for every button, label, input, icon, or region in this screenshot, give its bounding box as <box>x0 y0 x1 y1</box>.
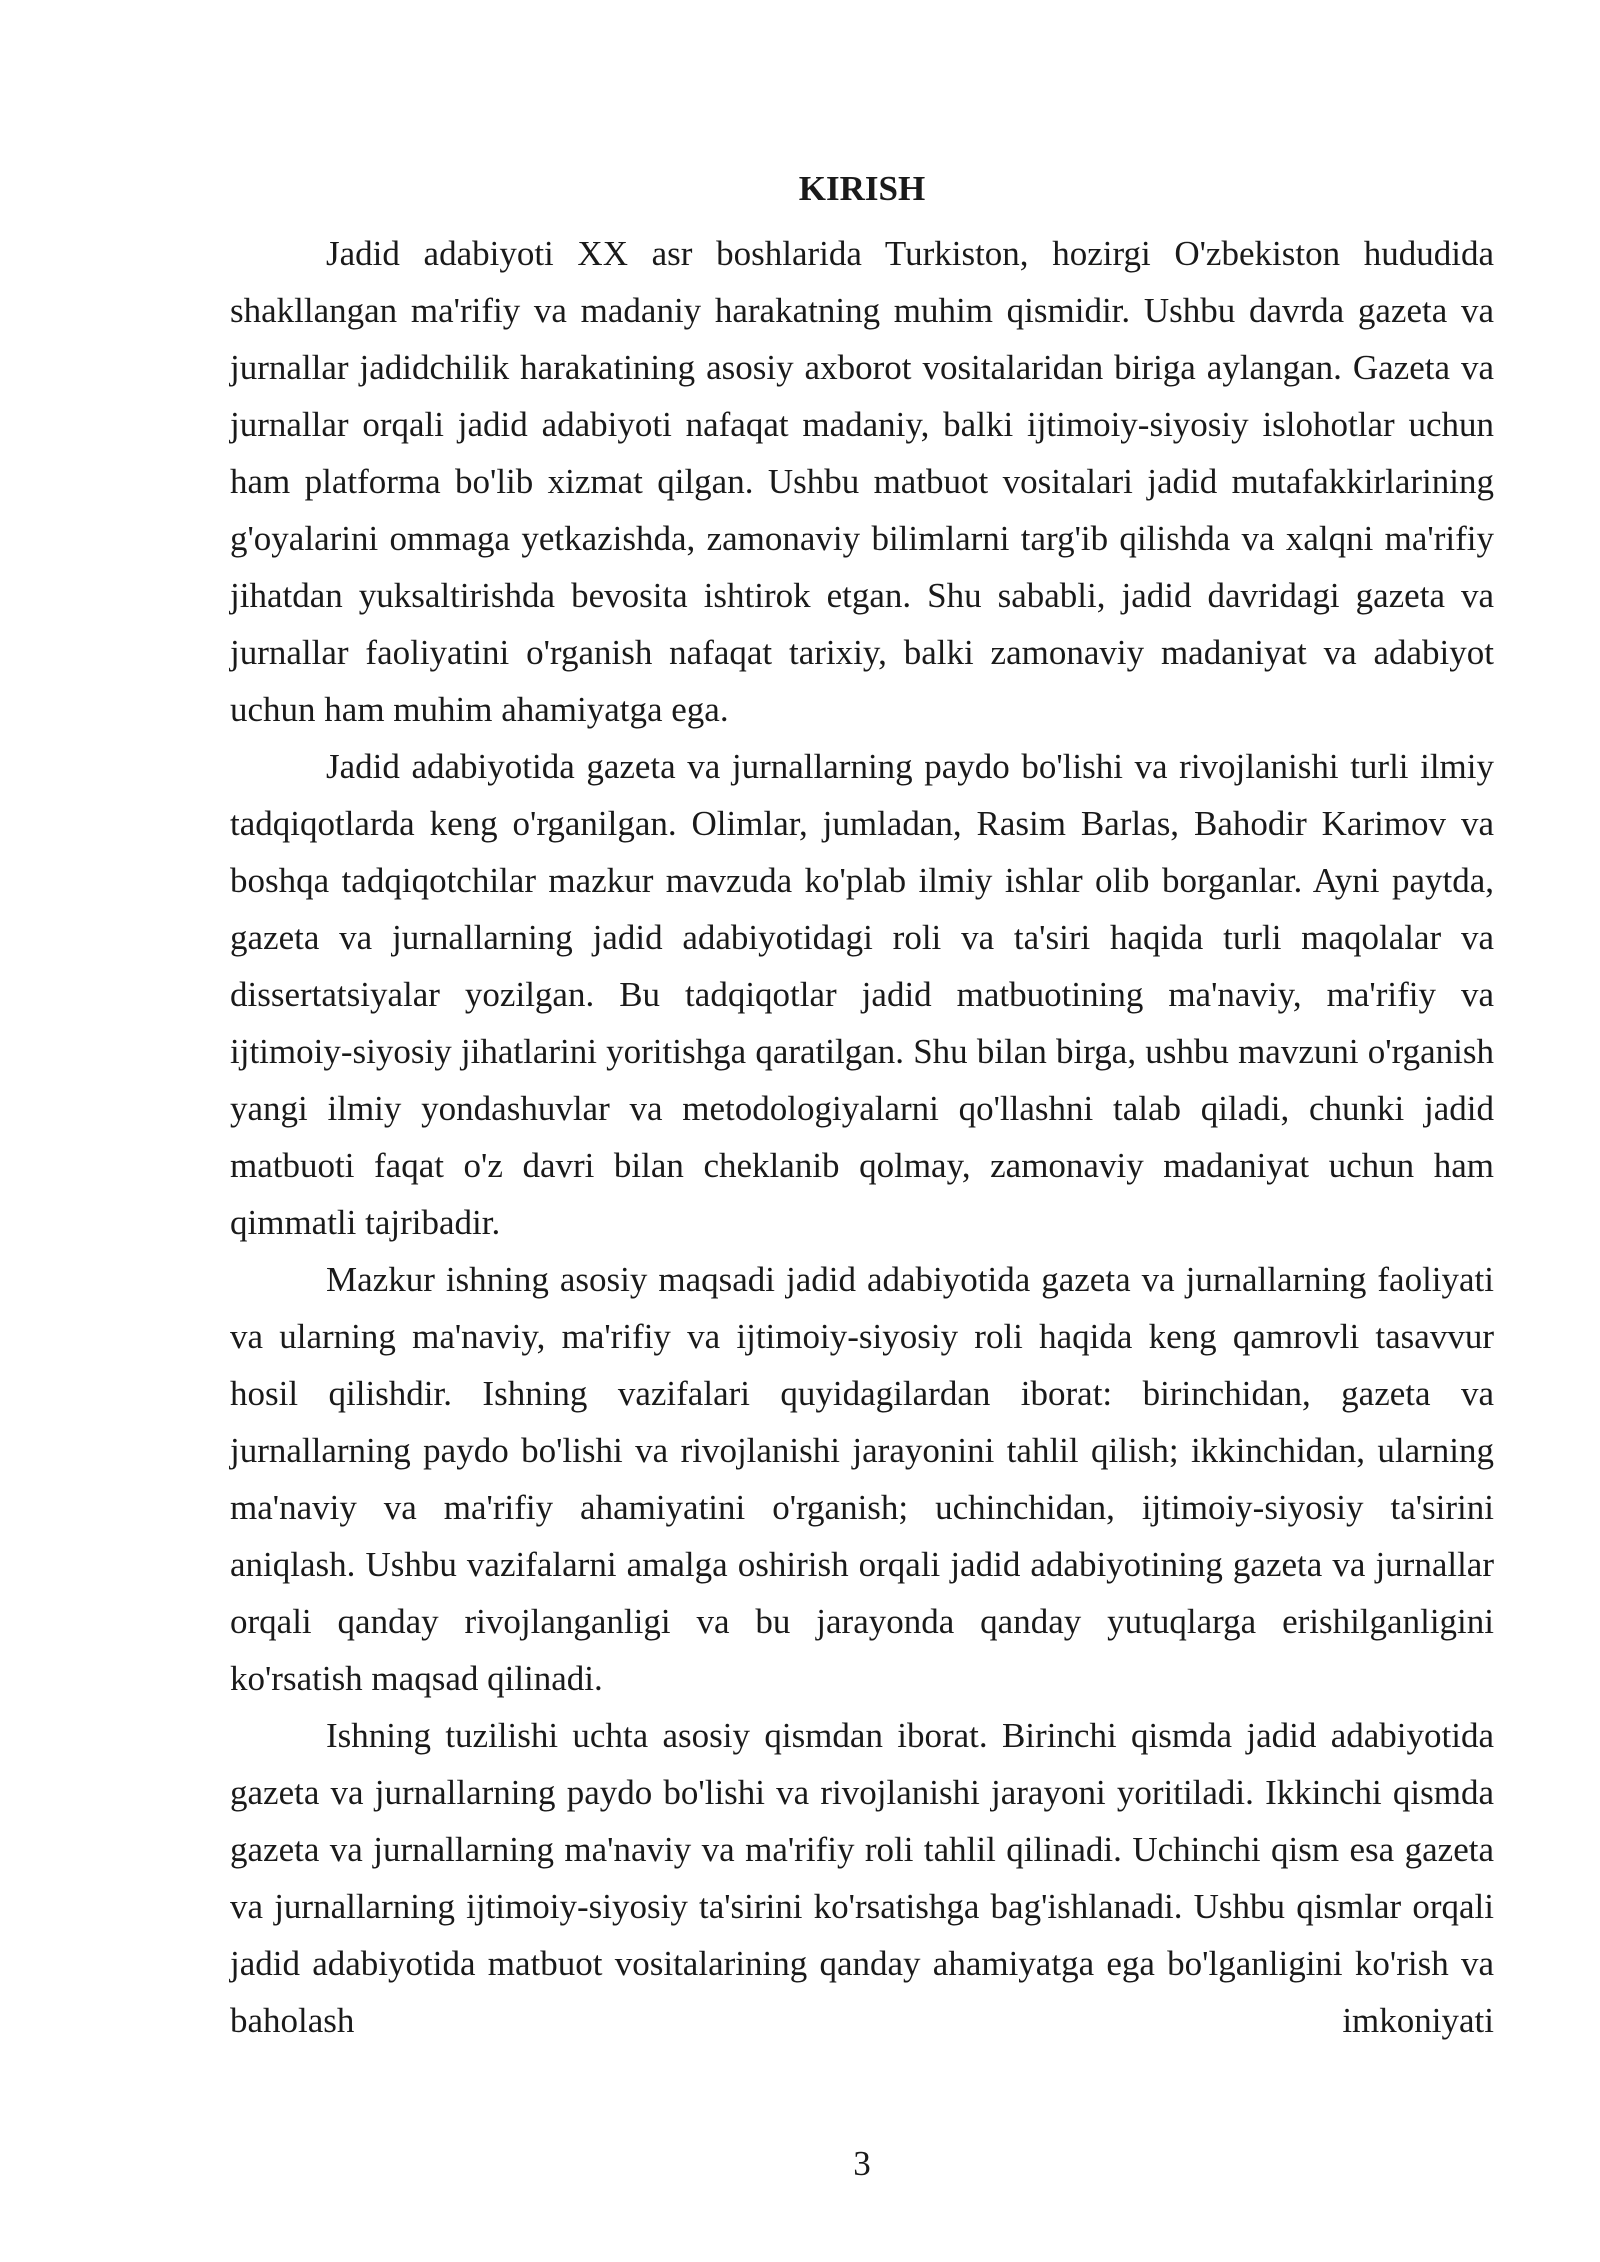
section-title: KIRISH <box>798 169 926 208</box>
paragraph-2: Jadid adabiyotida gazeta va jurnallarning paydo bo'lishi va rivojlanishi turli ilmiy tadqiqotlarda keng o'rganilgan. Olimlar, jumladan, Rasim Barlas, Bahodir Karimov va boshqa tadqiqotchilar mazkur mavzuda ko'plab ilmiy ishlar olib borganlar. Ayni paytda, gazeta va jurnallarning jadid adabiyotidagi roli va ta'siri haqida turli maqolalar va dissertatsiyalar yozilgan. Bu tadqiqotlar jadid matbuotining ma'naviy, ma'rifiy va ijtimoiy-siyosiy jihatlarini yoritishga qaratilgan. Shu bilan birga, ushbu mavzuni o'rganish yangi ilmiy yondashuvlar va metodologiyalarni qo'llashni talab qiladi, chunki jadid matbuoti faqat o'z davri bilan cheklanib qolmay, zamonaviy madaniyat uchun ham qimmatli tajribadir. <box>230 747 1494 1242</box>
page-number: 3 <box>853 2144 871 2183</box>
paragraph-3: Mazkur ishning asosiy maqsadi jadid adabiyotida gazeta va jurnallarning faoliyati va ularning ma'naviy, ma'rifiy va ijtimoiy-siyosiy roli haqida keng qamrovli tasavvur hosil qilishdir. Ishning vazifalari quyidagilardan iborat: birinchidan, gazeta va jurnallarning paydo bo'lishi va rivojlanishi jarayonini tahlil qilish; ikkinchidan, ularning ma'naviy va ma'rifiy ahamiyatini o'rganish; uchinchidan, ijtimoiy-siyosiy ta'sirini aniqlash. Ushbu vazifalarni amalga oshirish orqali jadid adabiyotining gazeta va jurnallar orqali qanday rivojlanganligi va bu jarayonda qanday yutuqlarga erishilganligini ko'rsatish maqsad qilinadi. <box>230 1260 1494 1698</box>
page-content <box>230 160 1494 2049</box>
paragraph-1: Jadid adabiyoti XX asr boshlarida Turkiston, hozirgi O'zbekiston hududida shakllangan ma'rifiy va madaniy harakatning muhim qismidir. Ushbu davrda gazeta va jurnallar jadidchilik harakatining asosiy axborot vositalaridan biriga aylangan. Gazeta va jurnallar orqali jadid adabiyoti nafaqat madaniy, balki ijtimoiy-siyosiy islohotlar uchun ham platforma bo'lib xizmat qilgan. Ushbu matbuot vositalari jadid mutafakkirlarining g'oyalarini ommaga yetkazishda, zamonaviy bilimlarni targ'ib qilishda va xalqni ma'rifiy jihatdan yuksaltirishda bevosita ishtirok etgan. Shu sababli, jadid davridagi gazeta va jurnallar faoliyatini o'rganish nafaqat tarixiy, balki zamonaviy madaniyat va adabiyot uchun ham muhim ahamiyatga ega. <box>230 234 1494 729</box>
paragraph-4: Ishning tuzilishi uchta asosiy qismdan iborat. Birinchi qismda jadid adabiyotida gazeta va jurnallarning paydo bo'lishi va rivojlanishi jarayoni yoritiladi. Ikkinchi qismda gazeta va jurnallarning ma'naviy va ma'rifiy roli tahlil qilinadi. Uchinchi qism esa gazeta va jurnallarning ijtimoiy-siyosiy ta'sirini ko'rsatishga bag'ishlanadi. Ushbu qismlar orqali jadid adabiyotida matbuot vositalarining qanday ahamiyatga ega bo'lganligini ko'rish va baholash imkoniyati <box>230 1716 1494 2040</box>
